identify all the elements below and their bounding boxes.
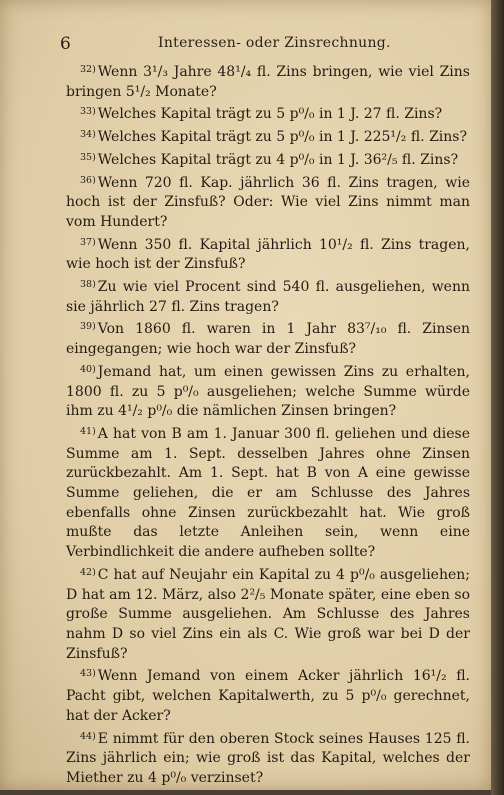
problem-number: 38) <box>80 279 96 291</box>
problem-44 <box>66 727 470 789</box>
problem-42 <box>66 563 470 665</box>
problem-41 <box>66 422 470 563</box>
problem-32 <box>66 60 470 102</box>
page-number: 6 <box>60 34 71 54</box>
problem-text: Welches Kapital trägt zu 5 p⁰/₀ in 1 J. 27 fl. Zins? <box>97 106 443 123</box>
problem-43 <box>66 664 470 726</box>
problem-number: 36) <box>80 174 96 186</box>
problem-35 <box>66 148 470 171</box>
problem-number: 37) <box>80 236 96 248</box>
problem-text: Wenn 350 fl. Kapital jährlich 10¹/₂ fl. Zins tragen, wie hoch ist der Zinsfuß? <box>66 236 470 273</box>
problem-text: Wenn Jemand von einem Acker jährlich 16¹/₂ fl. Pacht gibt, welchen Kapitalwerth, zu 5 p⁰/₀ gerechnet, hat der Acker? <box>66 668 470 724</box>
problem-number: 42) <box>80 566 96 578</box>
problem-text: A hat von B am 1. Januar 300 fl. geliehen und diese Summe am 1. Sept. desselben Jahres ohne Zinsen zurückbezahlt. Am 1. Sept. hat B von A eine gewisse Summe geliehen, die er am Schlusse des Jahres ebenfalls ohne Zinsen zurückbezahlt hat. Wie groß mußte das letzte Anleihen sein, wenn eine Verbindlichkeit die andere aufheben sollte? <box>66 425 470 561</box>
problem-39 <box>66 317 470 359</box>
problem-number: 35) <box>80 151 96 163</box>
problem-text: Zu wie viel Procent sind 540 fl. ausgeliehen, wenn sie jährlich 27 fl. Zins tragen? <box>66 279 470 315</box>
problem-number: 39) <box>80 321 96 333</box>
problem-text: Wenn 720 fl. Kap. jährlich 36 fl. Zins tragen, wie hoch ist der Zinsfuß? Oder: Wie viel Zins nimmt man vom Hundert? <box>66 174 470 230</box>
running-title: Interessen- oder Zinsrechnung. <box>158 35 391 51</box>
problem-40 <box>66 360 470 422</box>
page-edge-shadow <box>491 0 504 795</box>
problem-38 <box>66 275 470 317</box>
page-header <box>58 30 468 54</box>
problem-list <box>66 60 470 789</box>
problem-number: 44) <box>80 730 96 742</box>
problem-text: C hat auf Neujahr ein Kapital zu 4 p⁰/₀ ausgeliehen; D hat am 12. März, also 2²/₅ Monate später, eine eben so große Summe ausgeliehen. Am Schlusse des Jahres nahm D so viel Zins ein als C. Wie groß war bei D der Zinsfuß? <box>66 566 470 662</box>
problem-37 <box>66 233 470 275</box>
problem-34 <box>66 125 470 148</box>
problem-text: Welches Kapital trägt zu 5 p⁰/₀ in 1 J. 225¹/₂ fl. Zins? <box>97 129 467 146</box>
problem-number: 33) <box>80 106 96 118</box>
problem-33 <box>66 102 470 125</box>
problem-text: Welches Kapital trägt zu 4 p⁰/₀ in 1 J. 36²/₅ fl. Zins? <box>97 151 459 168</box>
problem-number: 34) <box>80 129 96 141</box>
problem-number: 41) <box>80 425 96 437</box>
problem-number: 32) <box>80 64 96 75</box>
problem-number: 43) <box>80 668 96 680</box>
problem-text: Von 1860 fl. waren in 1 Jahr 83⁷/₁₀ fl. Zinsen eingegangen; wie hoch war der Zinsfuß? <box>66 321 470 358</box>
problem-text: Jemand hat, um einen gewissen Zins zu erhalten, 1800 fl. zu 5 p⁰/₀ ausgeliehen; welche Summe würde ihm zu 4¹/₂ p⁰/₀ die nämlichen Zinsen bringen? <box>66 363 470 420</box>
problem-text: E nimmt für den oberen Stock seines Hauses 125 fl. Zins jährlich ein; wie groß ist das Kapital, welches der Miether zu 4 p⁰/₀ verzinset? <box>66 730 470 786</box>
problem-number: 40) <box>80 363 96 375</box>
problem-36 <box>66 171 470 233</box>
problem-text: Wenn 3¹/₃ Jahre 48¹/₄ fl. Zins bringen, wie viel Zins bringen 5¹/₂ Monate? <box>66 64 470 100</box>
